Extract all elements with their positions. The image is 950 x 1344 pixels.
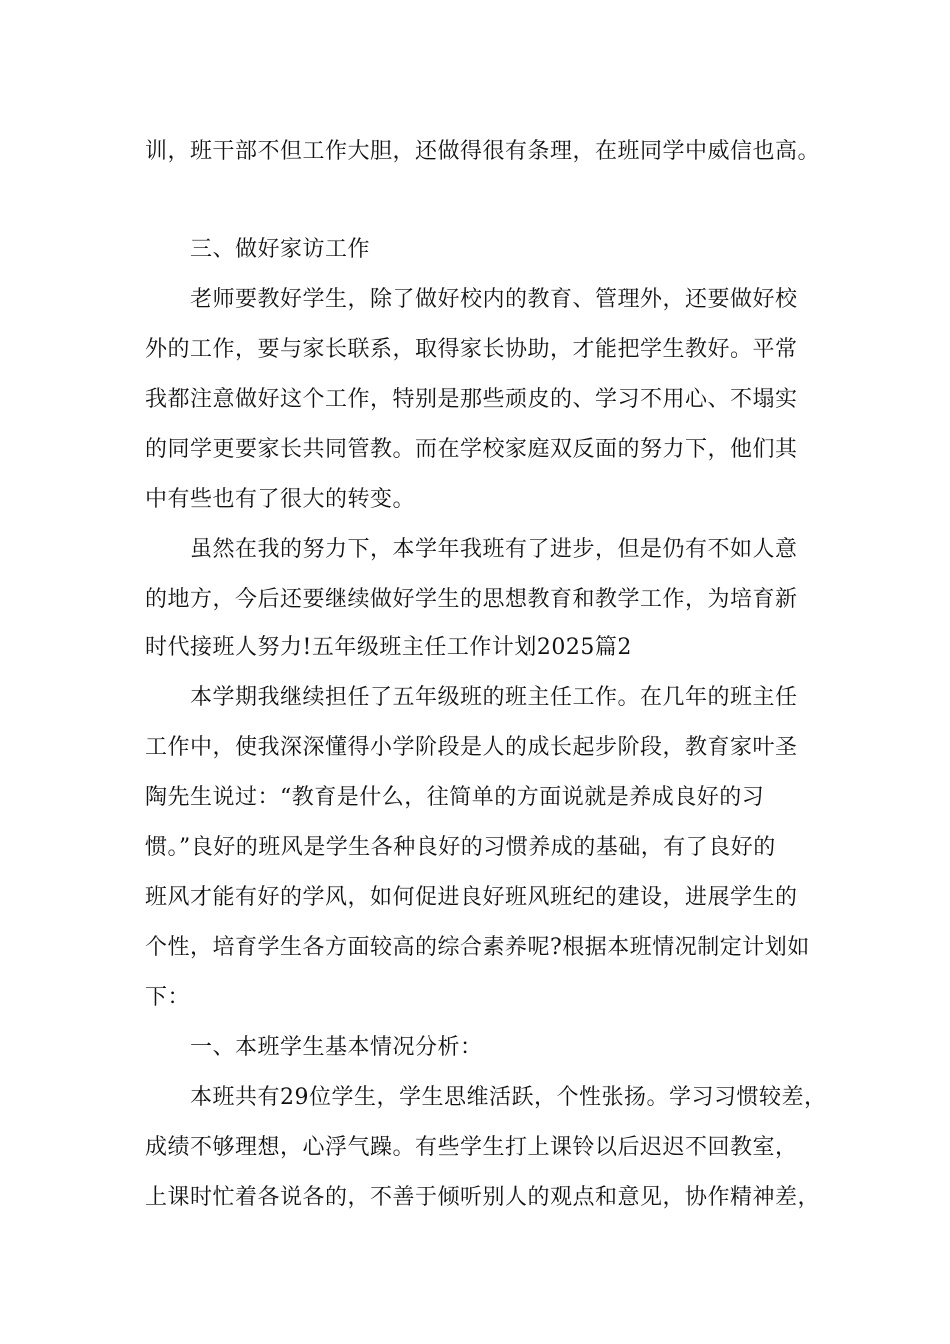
- section-heading: 三、做好家访工作: [190, 237, 371, 262]
- paragraph-line: 个性，培育学生各方面较高的综合素养呢?根据本班情况制定计划如: [145, 935, 810, 960]
- paragraph-line: 工作中，使我深深懂得小学阶段是人的成长起步阶段，教育家叶圣: [145, 735, 798, 760]
- paragraph-line: 本学期我继续担任了五年级班的班主任工作。在几年的班主任: [190, 685, 798, 710]
- paragraph-line: 上课时忙着各说各的，不善于倾听别人的观点和意见，协作精神差，: [145, 1185, 821, 1210]
- paragraph-line: 虽然在我的努力下，本学年我班有了进步，但是仍有不如人意: [190, 537, 798, 562]
- paragraph-line: 班风才能有好的学风，如何促进良好班风班纪的建设，进展学生的: [145, 885, 798, 910]
- paragraph-line: 老师要教好学生，除了做好校内的教育、管理外，还要做好校: [190, 287, 798, 312]
- paragraph-line: 中有些也有了很大的转变。: [145, 487, 416, 512]
- paragraph-line: 本班共有29位学生，学生思维活跃，个性张扬。学习习惯较差，: [190, 1085, 827, 1110]
- paragraph-line: 的地方，今后还要继续做好学生的思想教育和教学工作，为培育新: [145, 587, 798, 612]
- paragraph-line: 的同学更要家长共同管教。而在学校家庭双反面的努力下，他们其: [145, 437, 798, 462]
- section-heading: 一、本班学生基本情况分析：: [190, 1035, 483, 1060]
- paragraph-line: 时代接班人努力!五年级班主任工作计划2025篇2: [145, 635, 632, 660]
- paragraph-line: 陶先生说过：“教育是什么，往简单的方面说就是养成良好的习: [145, 785, 765, 810]
- paragraph-line: 外的工作，要与家长联系，取得家长协助，才能把学生教好。平常: [145, 337, 798, 362]
- paragraph-line: 训，班干部不但工作大胆，还做得很有条理，在班同学中威信也高。: [145, 139, 821, 164]
- paragraph-line: 我都注意做好这个工作，特别是那些顽皮的、学习不用心、不塌实: [145, 387, 798, 412]
- paragraph-line: 下：: [145, 985, 191, 1010]
- paragraph-line: 成绩不够理想，心浮气躁。有些学生打上课铃以后迟迟不回教室，: [145, 1135, 798, 1160]
- paragraph-line: 惯。”良好的班风是学生各种良好的习惯养成的基础，有了良好的: [145, 835, 776, 860]
